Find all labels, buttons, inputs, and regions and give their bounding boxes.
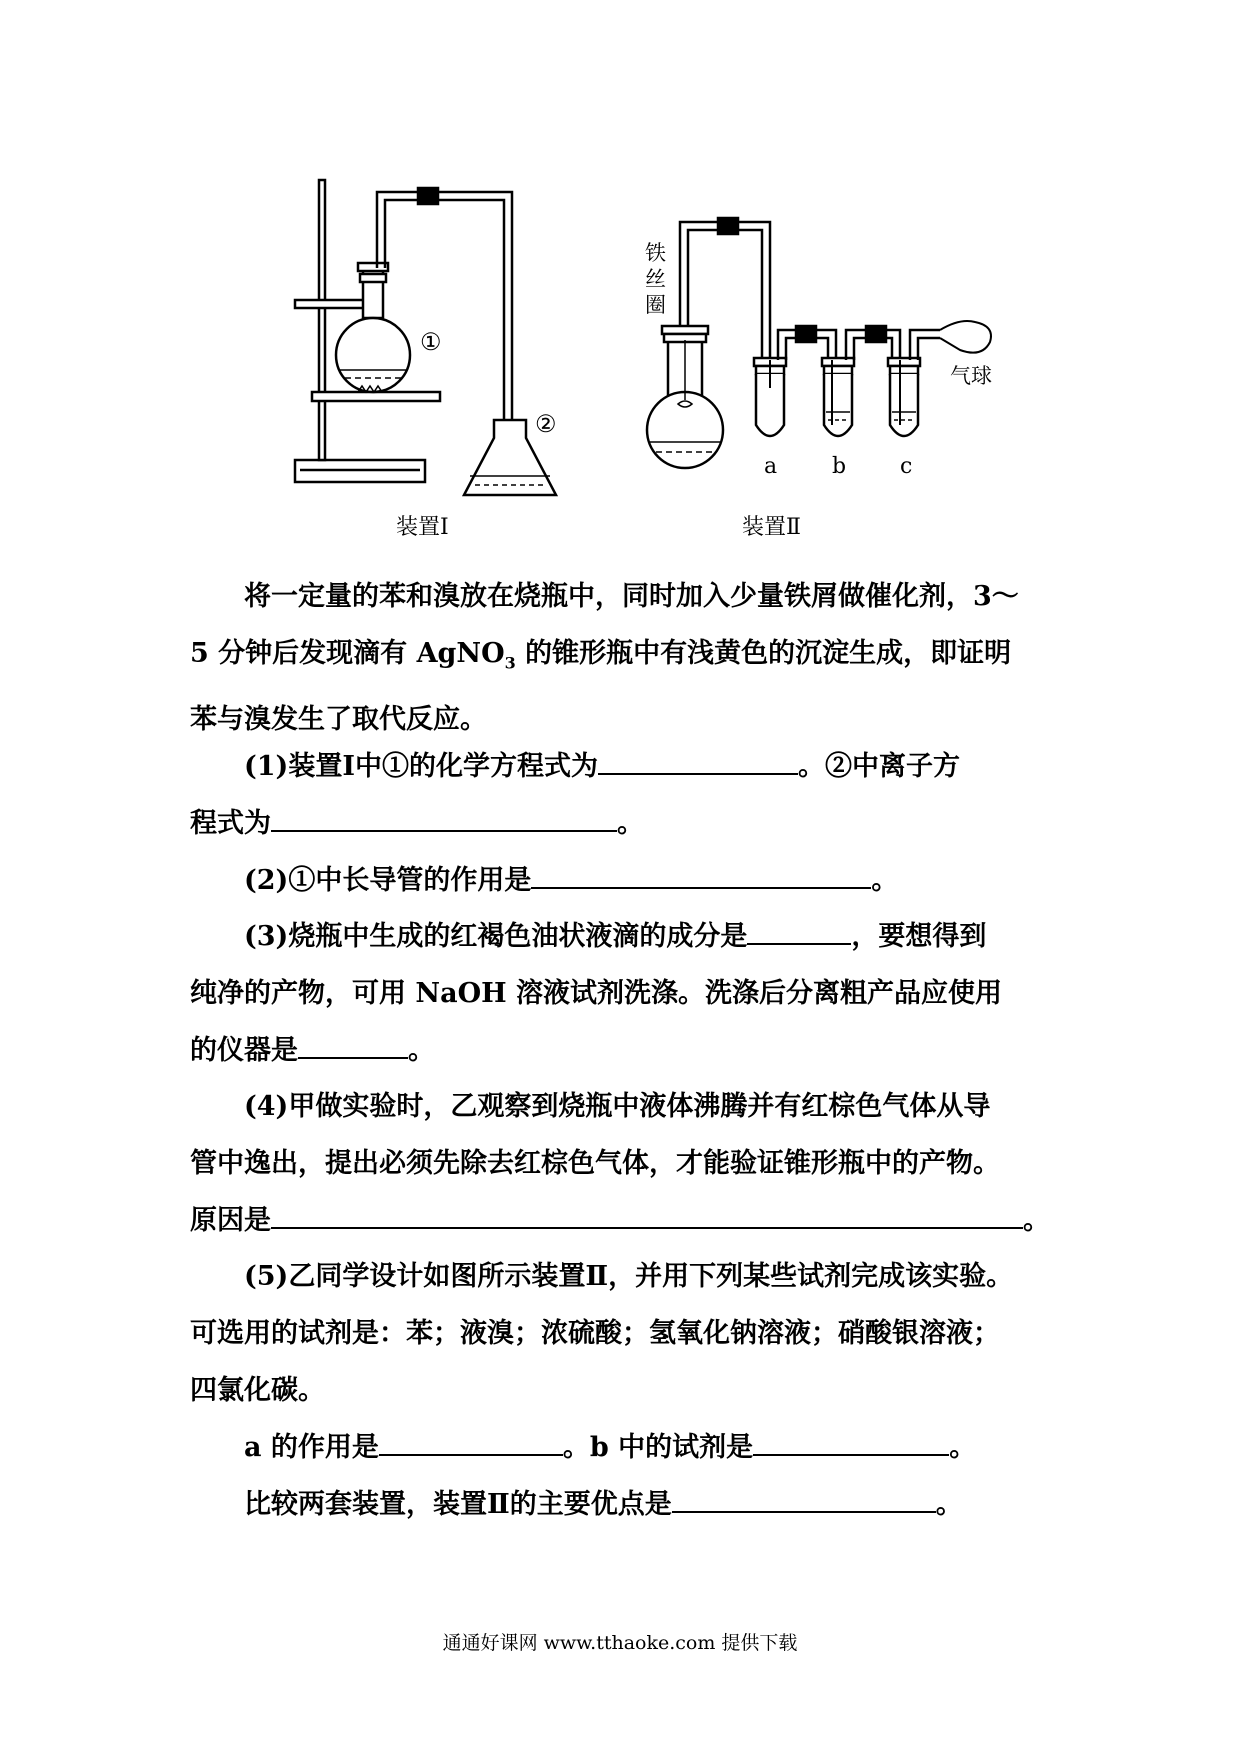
q5-blank-3[interactable] [672,1485,936,1513]
question-4 [190,1078,1060,1249]
question-5 [190,1248,1060,1533]
iron-coil-char-3: 圈 [645,293,666,317]
q4-text-c: 原因是 [190,1205,271,1236]
intro-text-2a: 5 分钟后发现滴有 AgNO [190,638,505,669]
q5-text-c: 四氯化碳。 [190,1375,325,1406]
q3-blank-1[interactable] [747,917,851,945]
q1-line-1 [190,738,1060,795]
question-3 [190,908,1060,1079]
q5-text-h: 。 [935,1489,963,1520]
q5-text-g: 比较两套装置，装置Ⅱ的主要优点是 [244,1489,672,1520]
q3-line-1 [190,908,1060,965]
tube-a-label: a [764,454,778,479]
q5-text-a: (5)乙同学设计如图所示装置Ⅱ，并用下列某些试剂完成该实验。 [244,1261,1014,1292]
q2-text-b: 。 [871,865,899,896]
q5-line-1 [190,1248,1060,1305]
intro-paragraph [190,568,1060,748]
q4-line-3 [190,1192,1060,1249]
apparatus-2-caption: 装置Ⅱ [742,515,801,540]
q5-line-4 [190,1419,1060,1476]
balloon-label: 气球 [950,364,992,388]
q1-line-2 [190,795,1060,852]
q1-text-d: 。 [617,808,644,839]
intro-line-2 [190,625,1060,691]
q1-text-a: (1)装置Ⅰ中①的化学方程式为 [244,751,598,782]
q3-text-d: 的仪器是 [190,1035,298,1066]
question-2 [190,852,1060,909]
q3-line-3 [190,1022,1060,1079]
q1-blank-1[interactable] [598,747,798,775]
q5-line-3 [190,1362,1060,1419]
download-footer: 通通好课网 www.tthaoke.com 提供下载 [442,1632,798,1654]
label-circle-2: ② [535,410,557,438]
tube-c-label: c [900,454,913,479]
q5-line-5 [190,1476,1060,1533]
apparatus-1-caption: 装置Ⅰ [396,515,449,540]
apparatus-diagrams [0,0,1240,560]
iron-coil-label [645,240,669,318]
q1-text-c: 程式为 [190,808,271,839]
intro-subscript: 3 [504,653,516,673]
q2-line-1 [190,852,1060,909]
q1-blank-2[interactable] [271,804,617,832]
intro-text-1: 将一定量的苯和溴放在烧瓶中，同时加入少量铁屑做催化剂，3～ [244,581,1019,612]
q2-text-a: (2)①中长导管的作用是 [244,865,532,896]
q4-line-2 [190,1135,1060,1192]
tube-b-label: b [832,454,847,479]
intro-line-1 [190,568,1060,625]
iron-coil-char-2: 丝 [645,267,666,291]
apparatus-2 [647,218,991,468]
q5-blank-1[interactable] [379,1428,563,1456]
q5-text-e: 。b 中的试剂是 [562,1432,754,1463]
q3-text-a: (3)烧瓶中生成的红褐色油状液滴的成分是 [244,921,748,952]
q5-text-d: a 的作用是 [244,1432,379,1463]
q5-blank-2[interactable] [753,1428,949,1456]
q3-line-2 [190,965,1060,1022]
q3-text-e: 。 [408,1035,435,1066]
q4-blank[interactable] [271,1201,1023,1229]
q4-text-a: (4)甲做实验时，乙观察到烧瓶中液体沸腾并有红棕色气体从导 [244,1091,991,1122]
question-1 [190,738,1060,852]
iron-coil-char-1: 铁 [645,241,666,265]
q2-blank[interactable] [531,861,871,889]
q4-text-d: 。 [1023,1205,1050,1236]
q4-text-b: 管中逸出，提出必须先除去红棕色气体，才能验证锥形瓶中的产物。 [190,1148,1000,1179]
q3-text-c: 纯净的产物，可用 NaOH 溶液试剂洗涤。洗涤后分离粗产品应使用 [190,978,1003,1009]
q3-text-b: ，要想得到 [851,921,987,952]
intro-text-2b: 的锥形瓶中有浅黄色的沉淀生成，即证明 [515,638,1012,669]
q4-line-1 [190,1078,1060,1135]
q5-text-b: 可选用的试剂是：苯；液溴；浓硫酸；氢氧化钠溶液；硝酸银溶液； [190,1318,1000,1349]
q1-text-b: 。②中离子方 [797,751,960,782]
q5-line-2 [190,1305,1060,1362]
intro-text-3: 苯与溴发生了取代反应。 [190,704,487,736]
label-circle-1: ① [420,328,442,356]
q3-blank-2[interactable] [298,1031,408,1059]
q5-text-f: 。 [949,1432,977,1463]
